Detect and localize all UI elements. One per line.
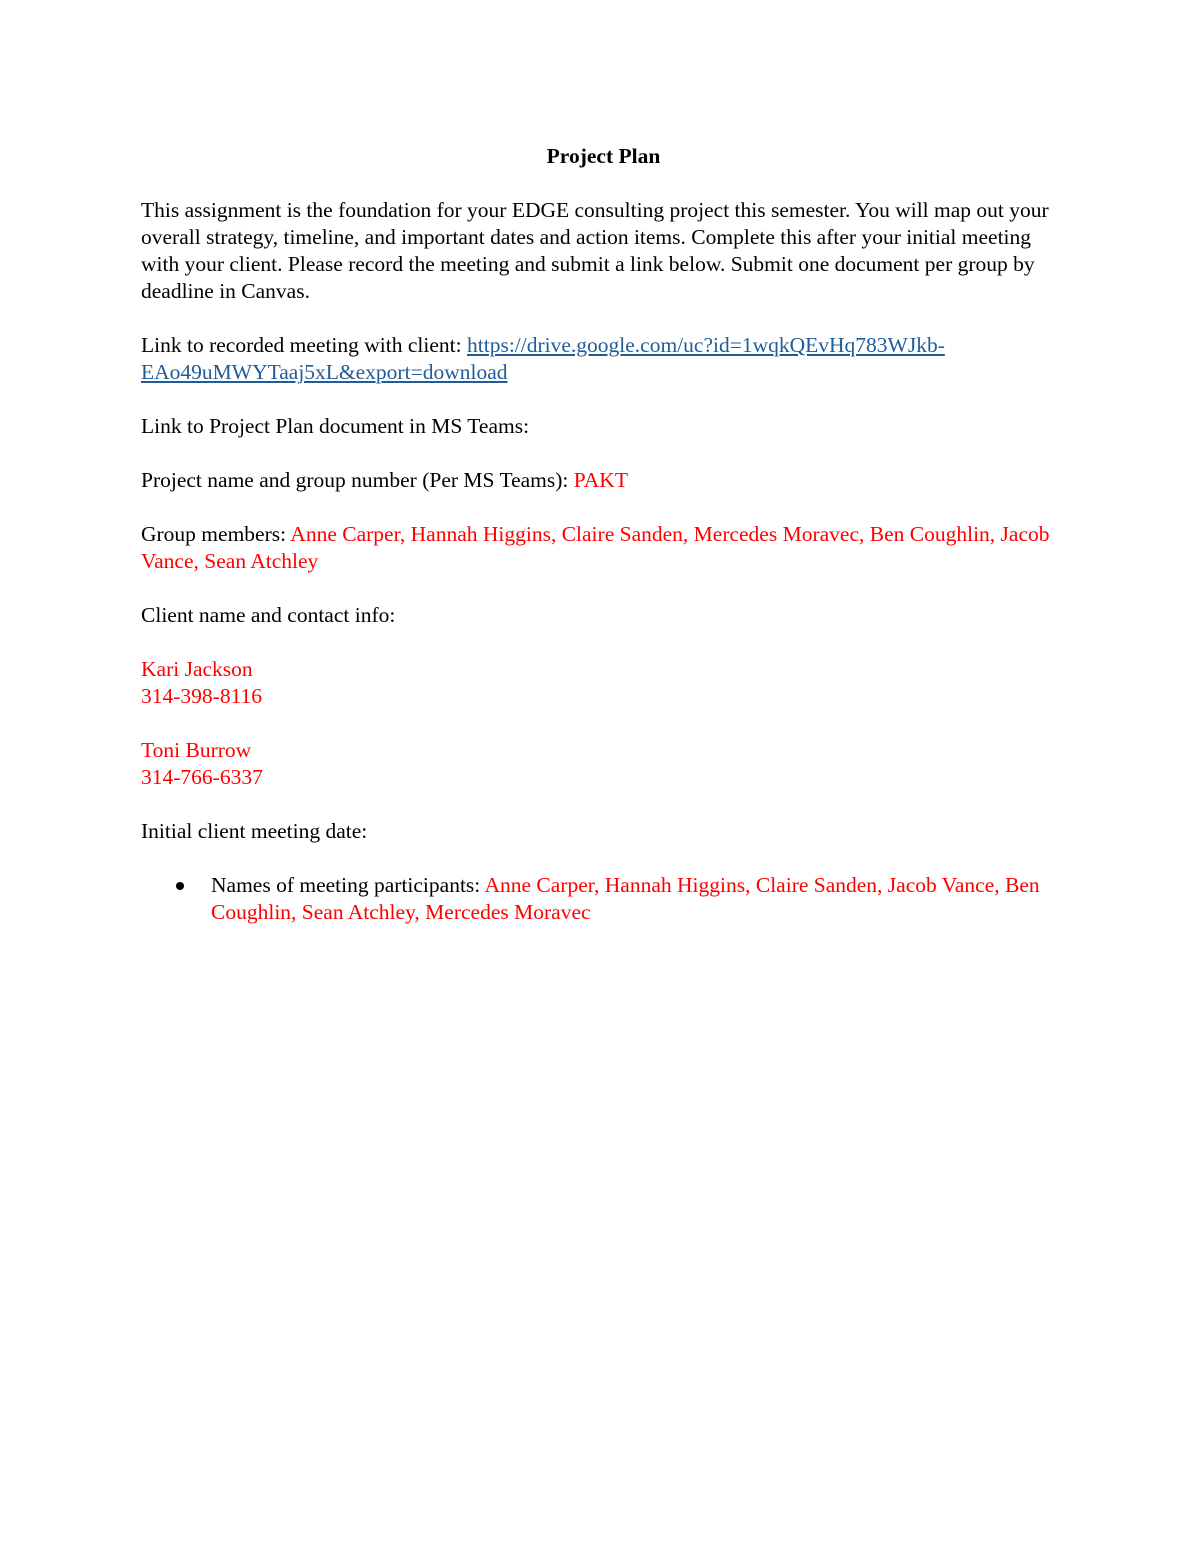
- document-body: [141, 143, 1066, 926]
- project-name-label: Project name and group number (Per MS Teams):: [141, 468, 574, 492]
- participants-label: Names of meeting participants:: [211, 873, 485, 897]
- recording-link-label: Link to recorded meeting with client:: [141, 333, 467, 357]
- list-item: [141, 872, 1066, 926]
- contact-name: Kari Jackson: [141, 657, 253, 681]
- intro-paragraph: This assignment is the foundation for your EDGE consulting project this semester. You will map out your overall strategy, timeline, and important dates and action items. Complete this after your initial meeting with your client. Please record the meeting and submit a link below. Submit one document per group by deadline in Canvas.: [141, 198, 1049, 303]
- contact-phone: 314-398-8116: [141, 684, 263, 708]
- client-contact-1: [141, 656, 1066, 710]
- client-info-label: Client name and contact info:: [141, 603, 396, 627]
- recording-link-url-part1: https://drive.google.com/uc?id=1wqkQEvHq783WJkb-: [467, 333, 945, 357]
- project-plan-link-label: Link to Project Plan document in MS Teams:: [141, 414, 530, 438]
- group-members-value: Anne Carper, Hannah Higgins, Claire Sanden, Mercedes Moravec, Ben Coughlin, Jacob Vance, Sean Atchley: [141, 522, 1050, 573]
- participants-list: [141, 872, 1066, 926]
- project-name-value: PAKT: [573, 468, 628, 492]
- group-members-label: Group members:: [141, 522, 291, 546]
- recording-link-paragraph: [141, 332, 1066, 386]
- project-name-paragraph: [141, 467, 1066, 494]
- contact-name: Toni Burrow: [141, 738, 252, 762]
- meeting-date-label: Initial client meeting date:: [141, 819, 368, 843]
- recording-link-url-part2: EAo49uMWYTaaj5xL&export=download: [141, 360, 508, 384]
- group-members-paragraph: [141, 521, 1066, 575]
- contact-phone: 314-766-6337: [141, 765, 263, 789]
- client-contact-2: [141, 737, 1066, 791]
- bullet-icon: [176, 882, 184, 890]
- participants-value: Anne Carper, Hannah Higgins, Claire Sanden, Jacob Vance, Ben Coughlin, Sean Atchley, Mercedes Moravec: [211, 873, 1040, 924]
- page-title: Project Plan: [546, 144, 661, 168]
